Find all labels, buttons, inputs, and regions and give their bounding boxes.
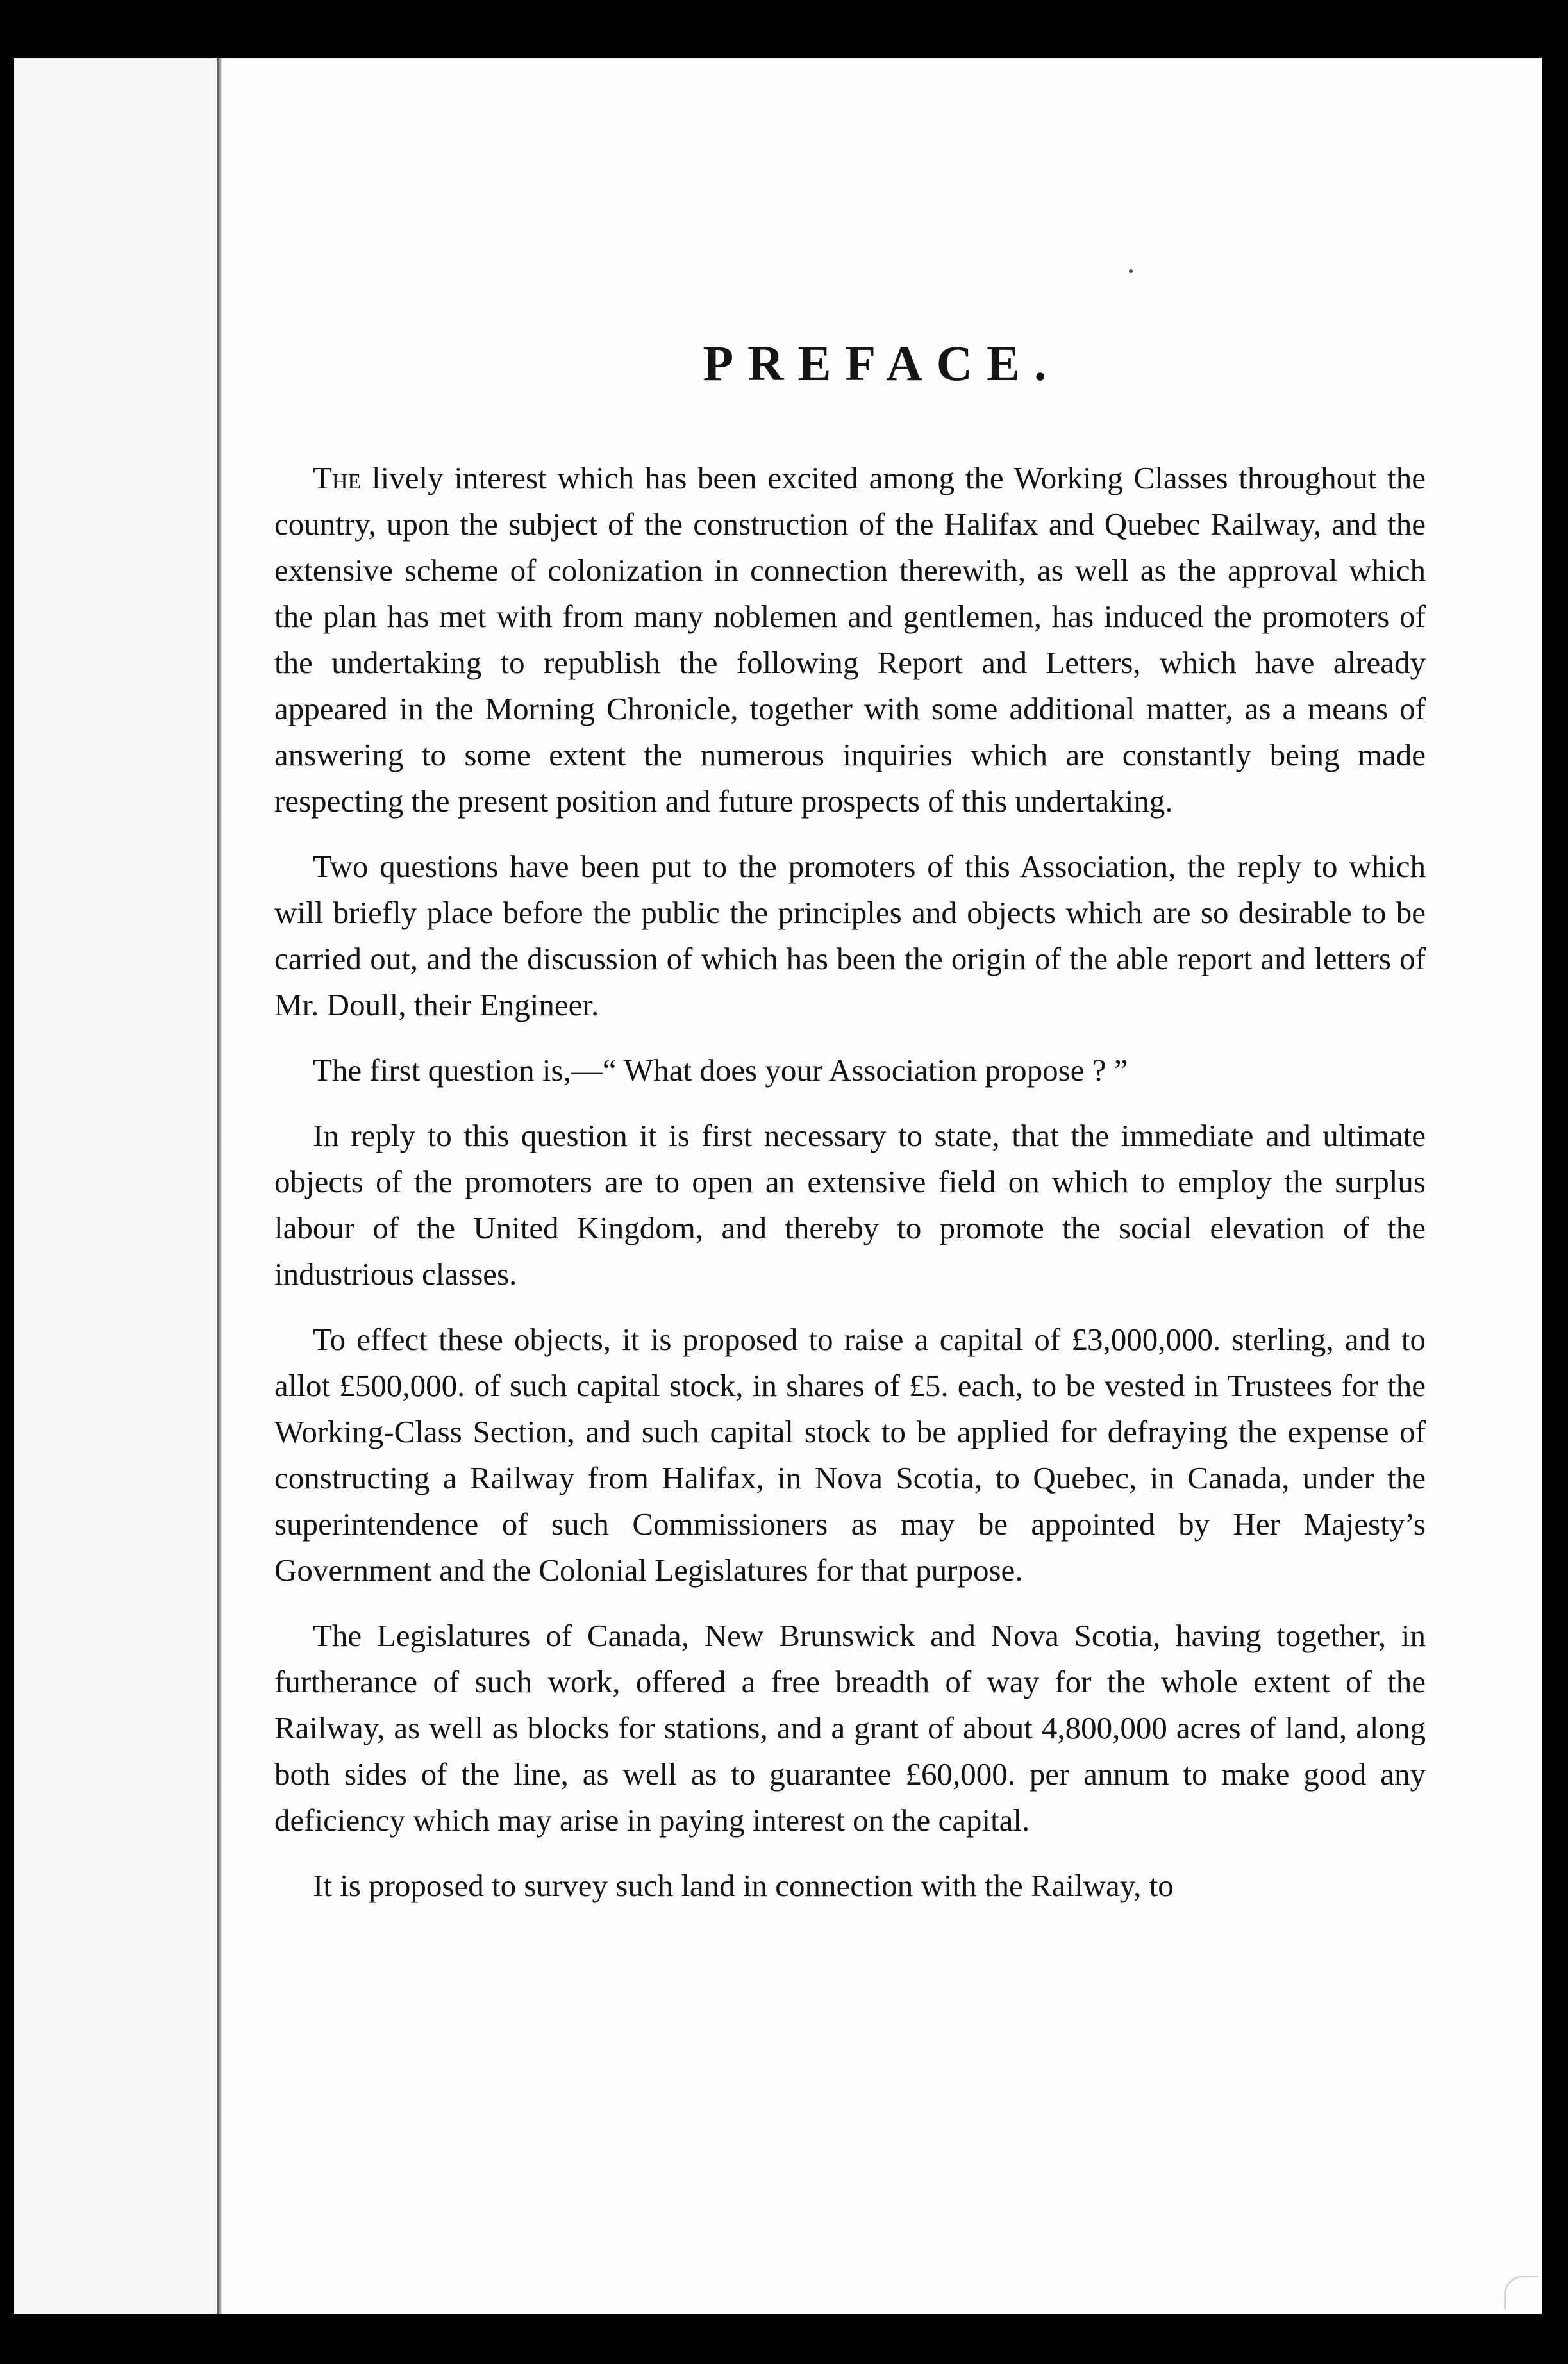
page-speck [1129, 269, 1133, 273]
paragraph: The first question is,—“ What does your Association propose ? ” [313, 1053, 1128, 1088]
scan-border-left [0, 0, 14, 2364]
paragraph: Two questions have been put to the promoters of this Association, the reply to which will briefly place before the public the principles and objects which are so desirable to be carried out, and the discussion of which has been the origin of the able report and letters of Mr. Doull, their Engineer. [274, 849, 1426, 1022]
paragraph: It is proposed to survey such land in connection with the Railway, to [313, 1868, 1174, 1903]
paragraph-text: lively interest which has been excited among the Working Classes throughout the country, upon the subject of the construction of the Halifax and Quebec Railway, and the extensive scheme of colonization in connection therewith, as well as the approval which the plan has met with from many noblemen and gentlemen, has induced the promoters of the undertaking to republish the following Report and Letters, which have already appeared in the Morning Chronicle, together with some additional matter, as a means of answering to some extent the numerous inquiries which are constantly being made respecting the present position and future prospects of this undertaking. [274, 460, 1426, 819]
page-corner-curl [1504, 2276, 1538, 2310]
book-gutter [217, 58, 222, 2314]
paragraph [274, 455, 1426, 824]
paragraph: To effect these objects, it is proposed to raise a capital of £3,000,000. sterling, and to allot £500,000. of such capital stock, in shares of £5. each, to be vested in Trustees for the Working-Class Section, and such capital stock to be applied for defraying the expense of constructing a Railway from Halifax, in Nova Scotia, to Quebec, in Canada, under the superintendence of such Commissioners as may be appointed by Her Majesty’s Government and the Colonial Legislatures for that purpose. [274, 1322, 1426, 1588]
paragraph-lead-word: The [313, 460, 362, 495]
facing-page-edge [14, 58, 218, 2314]
paragraph: The Legislatures of Canada, New Brunswick and Nova Scotia, having together, in furtherance of such work, offered a free breadth of way for the whole extent of the Railway, as well as blocks for stations, and a grant of about 4,800,000 acres of land, along both sides of the line, as well as to guarantee £60,000. per annum to make good any deficiency which may arise in paying interest on the capital. [274, 1618, 1426, 1838]
scan-border-bottom [0, 2314, 1568, 2364]
scan-border-right [1542, 0, 1568, 2364]
paragraph: In reply to this question it is first necessary to state, that the immediate and ultimate objects of the promoters are to open an extensive field on which to employ the surplus labour of the United Kingdom, and thereby to promote the social elevation of the industrious classes. [274, 1118, 1426, 1292]
book-page [222, 58, 1542, 2314]
page-title: PREFACE. [703, 335, 1061, 391]
preface-body [274, 455, 1426, 1928]
scan-border-top [0, 0, 1568, 58]
